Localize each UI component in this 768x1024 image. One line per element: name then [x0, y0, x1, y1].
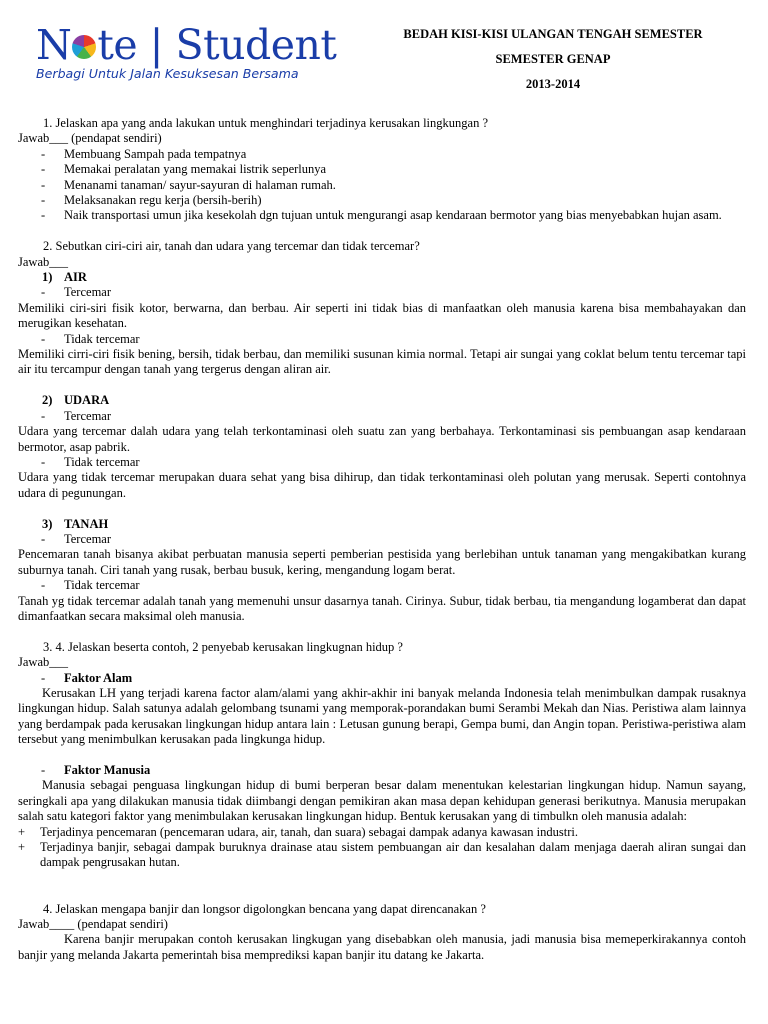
sub-label: - Tercemar [41, 285, 112, 300]
paragraph: Tanah yg tidak tercemar adalah tanah yang memenuhi unsur dasarnya tanah. Cirinya. Subur, tidak berbau, tia mengandung logamberat dan dapat dimanfaatkan secara maksimal oleh manusia. [18, 593, 746, 623]
list-item-text: Melaksanakan regu kerja (bersih-berih) [64, 193, 262, 208]
document-body [18, 116, 746, 963]
list-item: - Membuang Sampah pada tempatnya [41, 146, 247, 161]
logo-wordmark [36, 22, 336, 68]
sub-label: - Tidak tercemar [41, 331, 140, 346]
sub-label-text: Tidak tercemar [64, 578, 140, 593]
section-title: AIR [64, 270, 87, 285]
document-header [356, 27, 750, 102]
list-item-text: Terjadinya banjir, sebagai dampak buruknya drainase atau sistem pembuangan air dan kesalahan dalam menjaga daerah aliran sungai dan dampak pengrusakan hutan. [40, 840, 746, 870]
list-item-text: Naik transportasi umun jika kesekolah dgn tujuan untuk mengurangi asap kendaraan bermotor yang bias menyebabkan hujan asam. [64, 208, 722, 223]
section-number: 2) [42, 393, 53, 408]
logo-separator: | [149, 21, 163, 69]
answer-label-1: Jawab___ (pendapat sendiri) [18, 131, 162, 146]
factor-heading: - Faktor Alam [41, 670, 133, 685]
sub-label: - Tidak tercemar [41, 454, 140, 469]
logo-word-student: Student [175, 21, 337, 69]
paragraph: Udara yang tidak tercemar merupakan duara sehat yang bisa dihirup, dan tidak terkontaminasi oleh polutan yang merusak. Seperti contohnya udara di pegunungan. [18, 470, 746, 500]
paragraph: Udara yang tercemar dalah udara yang telah terkontaminasi oleh suatu zan yang berbahaya. Terkontaminasi sis pembuangan asap kendaraan bermotor, asap pabrik. [18, 424, 746, 454]
sub-label-text: Tercemar [64, 531, 112, 546]
colorful-o-logo-icon [72, 35, 96, 59]
logo-letters-te: te [97, 21, 138, 69]
sub-label-text: Tercemar [64, 408, 112, 423]
logo-tagline: Berbagi Untuk Jalan Kesuksesan Bersama [36, 66, 299, 81]
paragraph: Pencemaran tanah bisanya akibat perbuatan manusia seperti pemberian pestisida yang berlebihan untuk tanaman yang mengakibatkan kurang suburnya tanah. Ciri tanah yang rusak, berbau busuk, kering, mengandung logam berat. [18, 547, 746, 577]
section-heading-tanah [18, 517, 746, 532]
paragraph: Kerusakan LH yang terjadi karena factor alam/alami yang akhir-akhir ini banyak melanda Indonesia telah menimbulkan dampak rusaknya lingkungan hidup. Salah satunya adalah gelombang tsunami yang memporak-porandakan bumi Serambi Mekah dan Nias. Peristiwa alam lainnya yang berdampak pada kerusakan lingkungan hidup antara lain : Letusan gunung berapi, Gempa bumi, dan Angin topan. Peristiwa-peristiwa alam tersebut yang menimbulkan kerusakan pada lingkunga hidup. [18, 685, 746, 747]
document-subtitle: SEMESTER GENAP [495, 52, 611, 66]
list-item: - Memakai peralatan yang memakai listrik seperlunya [41, 162, 327, 177]
section-title: TANAH [64, 516, 109, 531]
sub-label-text: Tercemar [64, 285, 112, 300]
sub-label-text: Tidak tercemar [64, 454, 140, 469]
section-title: UDARA [64, 393, 110, 408]
list-item: - Naik transportasi umun jika kesekolah dgn tujuan untuk mengurangi asap kendaraan bermotor yang bias menyebabkan hujan asam. [41, 208, 722, 223]
logo-letter-n: N [36, 21, 72, 69]
list-item: + Terjadinya banjir, sebagai dampak buruknya drainase atau sistem pembuangan air dan kesalahan dalam menjaga daerah aliran sungai dan dampak pengrusakan hutan. [18, 840, 746, 870]
sub-label: - Tercemar [41, 408, 112, 423]
paragraph: Memiliki cirri-ciri fisik bening, bersih, tidak berbau, dan memiliki susunan kimia normal. Tetapi air sungai yang coklat belum tentu tercemar tapi air itu tercampur dengan tanah yang tergerus dengan aliran air. [18, 347, 746, 377]
sub-label: - Tercemar [41, 531, 112, 546]
list-item: - Melaksanakan regu kerja (bersih-berih) [41, 193, 262, 208]
factor-title: Faktor Manusia [64, 762, 151, 777]
list-item-text: Terjadinya pencemaran (pencemaran udara, air, tanah, dan suara) sebagai dampak adanya kawasan industri. [40, 824, 578, 839]
list-item-text: Menanami tanaman/ sayur-sayuran di halaman rumah. [64, 177, 336, 192]
question-3: 3. 4. Jelaskan beserta contoh, 2 penyebab kerusakan lingkugnan hidup ? [43, 639, 403, 654]
section-heading-air [18, 270, 746, 285]
answer-label-3: Jawab___ [18, 655, 68, 670]
answer-label-4: Jawab____ (pendapat sendiri) [18, 917, 168, 932]
answer-label-2: Jawab___ [18, 254, 68, 269]
question-4: 4. Jelaskan mengapa banjir dan longsor digolongkan bencana yang dapat direncanakan ? [43, 901, 486, 916]
question-1: 1. Jelaskan apa yang anda lakukan untuk menghindari terjadinya kerusakan lingkungan ? [43, 116, 488, 130]
paragraph: Manusia sebagai penguasa lingkungan hidup di bumi berperan besar dalam menentukan kelestarian lingkungan hidup. Namun sayang, seringkali apa yang dilakukan manusia tidak diimbangi dengan pemikiran akan masa depan kehidupan generasi berikutnya. Manusia merupakan salah satu kategori faktor yang menimbulakan kerusakan lingkungan hidup. Bentuk kerusakan yang di timbulkn oleh manusia adalah: [18, 778, 746, 824]
list-item: + Terjadinya pencemaran (pencemaran udara, air, tanah, dan suara) sebagai dampak adanya kawasan industri. [18, 824, 578, 839]
factor-heading: - Faktor Manusia [41, 762, 151, 777]
document-title: BEDAH KISI-KISI ULANGAN TENGAH SEMESTER [403, 27, 703, 41]
document-year: 2013-2014 [525, 77, 581, 91]
section-number: 3) [42, 516, 53, 531]
list-item: - Menanami tanaman/ sayur-sayuran di halaman rumah. [41, 177, 336, 192]
factor-title: Faktor Alam [64, 670, 133, 685]
section-heading-udara [18, 393, 746, 408]
section-number: 1) [42, 270, 53, 285]
sub-label: - Tidak tercemar [41, 578, 140, 593]
list-item-text: Membuang Sampah pada tempatnya [64, 146, 247, 161]
paragraph: Karena banjir merupakan contoh kerusakan lingkugan yang disebabkan oleh manusia, jadi manusia bisa memeperkirakannya contoh banjir yang melanda Jakarta pemerintah bisa memprediksi kapan banjir itu datang ke Jakarta. [18, 932, 746, 962]
paragraph: Memiliki ciri-siri fisik kotor, berwarna, dan berbau. Air seperti ini tidak bias di manfaatkan oleh manusia karena bisa membahayakan dan merugikan kesehatan. [18, 300, 746, 331]
note-student-logo [36, 21, 356, 92]
question-2: 2. Sebutkan ciri-ciri air, tanah dan udara yang tercemar dan tidak tercemar? [43, 239, 420, 254]
list-item-text: Memakai peralatan yang memakai listrik seperlunya [64, 162, 327, 177]
sub-label-text: Tidak tercemar [64, 331, 140, 346]
